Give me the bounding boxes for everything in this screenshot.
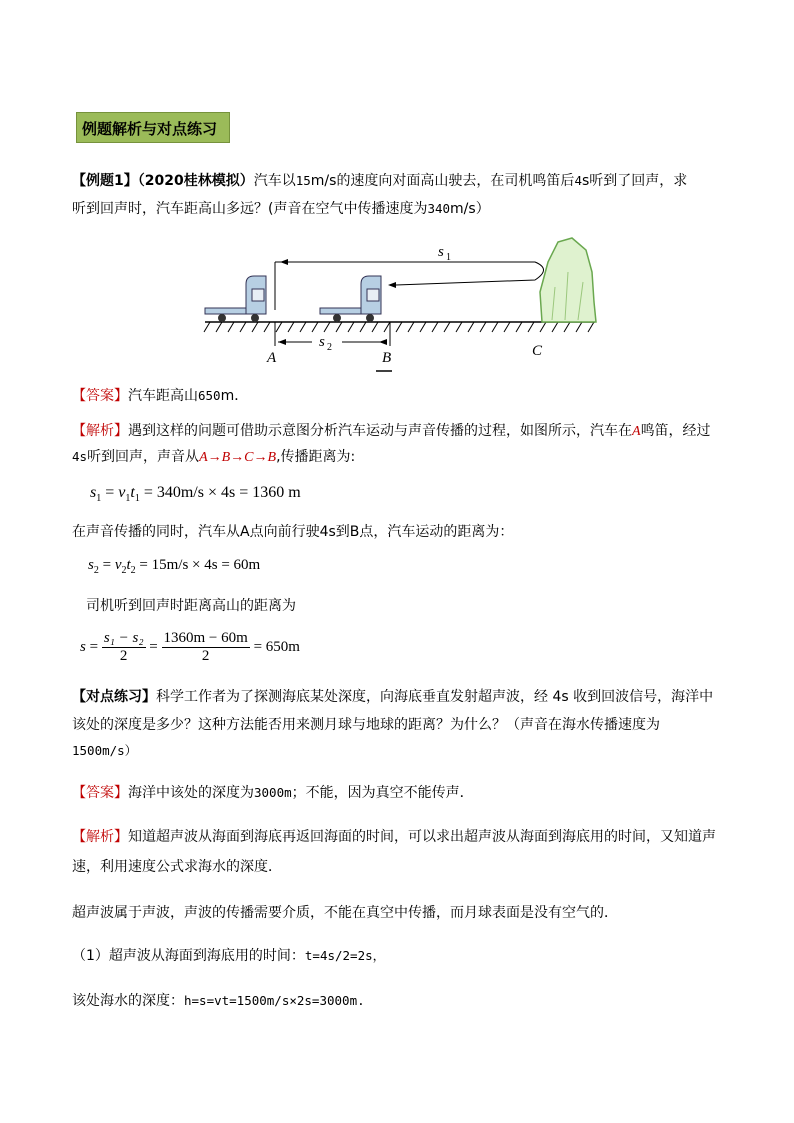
time-value: 4	[574, 173, 582, 188]
answer-text: ；不能，因为真空不能传声．	[291, 785, 474, 801]
label-s2-sub: 2	[327, 342, 332, 353]
car-echo-figure	[200, 232, 600, 377]
analysis-label: 【解析】	[72, 829, 128, 845]
answer-1	[72, 385, 248, 407]
analysis-text: （1）超声波从海面到海底用的时间：	[72, 948, 305, 964]
example-line-2	[72, 198, 490, 220]
car-b-icon	[320, 276, 381, 322]
answer-value: 650	[198, 388, 221, 403]
time-formula: t=4s/2=2s，	[304, 948, 386, 963]
equation-1: $s_1 = v_1t_1 = 340m/s \times 4s = 1360$ m	[90, 484, 301, 504]
analysis-2-line-1	[72, 826, 716, 848]
answer-value: 3000m	[254, 785, 292, 800]
analysis-text: 遇到这样的问题可借助示意图分析汽车运动与声音传播的过程，如图所示，汽车在	[128, 423, 632, 439]
ground-hatching	[204, 322, 594, 332]
eq3-result: = 650m	[253, 639, 300, 655]
answer-text: 海洋中该处的深度为	[128, 785, 254, 801]
equation-2-rhs: = 15m/s × 4s = 60m	[139, 557, 261, 573]
analysis-label: 【解析】	[72, 423, 128, 439]
analysis-text: 知道超声波从海面到海底再返回海面的时间，可以求出超声波从海面到海底用的时间，又知道声	[128, 829, 716, 845]
example-text: 汽车以	[253, 173, 296, 189]
speed-unit: m/s	[310, 173, 337, 189]
example-text: 听到回声时，汽车距高山多远？(声音在空气中传播速度为	[72, 201, 428, 217]
example-text: 听到了回声，求	[589, 173, 688, 189]
analysis-text: 该处海水的深度：	[72, 993, 184, 1009]
analysis-1-line-2	[72, 446, 355, 469]
sound-speed-unit: m/s	[450, 201, 476, 217]
answer-text: 汽车距高山	[128, 388, 198, 404]
example-text: ）	[475, 201, 490, 217]
analysis-1-line-4: 司机听到回声时距离高山的距离为	[86, 598, 296, 614]
section-header	[76, 112, 230, 143]
example-source: （2020桂林模拟）	[137, 173, 254, 189]
equation-1-rhs: = 340m/s × 4s = 1360 m	[143, 484, 301, 501]
practice-label: 【对点练习】	[72, 689, 156, 705]
answer-end: ．	[234, 388, 249, 404]
analysis-2-line-2: 速，利用速度公式求海水的深度．	[72, 859, 282, 875]
label-c: C	[532, 343, 543, 359]
answer-label: 【答案】	[72, 785, 128, 801]
eq3-denominator-1: 2	[119, 648, 128, 664]
eq3-numerator-2: 1360m − 60m	[163, 630, 248, 646]
example-line-1	[72, 170, 687, 192]
eq3-denominator-2: 2	[201, 648, 210, 664]
car-a-icon	[205, 276, 266, 322]
time-unit: s	[79, 449, 88, 464]
speed-value: 15	[295, 173, 311, 188]
eq3-numerator-1: s₁ − s₂	[103, 630, 144, 646]
label-s1: s	[438, 244, 444, 260]
point-a: A	[632, 424, 641, 439]
section-title: 例题解析与对点练习	[82, 120, 218, 138]
analysis-text: ,传播距离为:	[276, 449, 356, 465]
analysis-1-line-3: 在声音传播的同时，汽车从A点向前行驶4s到B点，汽车运动的距离为：	[72, 524, 514, 540]
depth-formula: h=s=vt=1500m/s×2s=3000m.	[184, 993, 365, 1008]
analysis-2-line-5	[72, 990, 365, 1012]
equation-2: $s_2 = v_2t_2 = 15m/s \times 4s = 60m$	[88, 557, 261, 576]
answer-unit: m	[220, 388, 235, 404]
practice-line-2: 该处的深度是多少？这种方法能否用来测月球与地球的距离？为什么？（声音在海水传播速度为	[72, 717, 660, 733]
analysis-2-line-3: 超声波属于声波，声波的传播需要介质，不能在真空中传播，而月球表面是没有空气的．	[72, 905, 618, 921]
practice-line-1	[72, 686, 713, 708]
sound-speed-value: 340	[427, 201, 451, 216]
sound-path-text: A→B→C→B	[199, 450, 277, 465]
analysis-text: 鸣笛，经过	[640, 423, 711, 439]
label-s1-sub: 1	[446, 252, 451, 263]
time-value: 4	[72, 449, 80, 464]
example-label: 【例题1】	[72, 173, 138, 189]
label-s2: s	[319, 334, 325, 350]
label-a: A	[267, 350, 277, 366]
time-unit: s	[581, 173, 590, 189]
analysis-text: 听到回声，声音从	[87, 449, 200, 465]
sound-path	[275, 262, 544, 285]
practice-text: 科学工作者为了探测海底某处深度，向海底垂直发射超声波，经 4s 收到回波信号，海洋中	[156, 689, 714, 705]
answer-label: 【答案】	[72, 388, 128, 404]
label-b: B	[382, 350, 392, 366]
analysis-1-line-1	[72, 420, 711, 443]
answer-2	[72, 782, 474, 804]
analysis-2-line-4	[72, 945, 385, 967]
practice-line-3: 1500m/s）	[72, 743, 138, 758]
equation-3: s = $\frac{\text{s₁ − s₂}}{2}$ = $\frac{1360m - 60m}{2}$ = 650m	[80, 630, 300, 664]
example-text: 的速度向对面高山驶去，在司机鸣笛后	[336, 173, 575, 189]
